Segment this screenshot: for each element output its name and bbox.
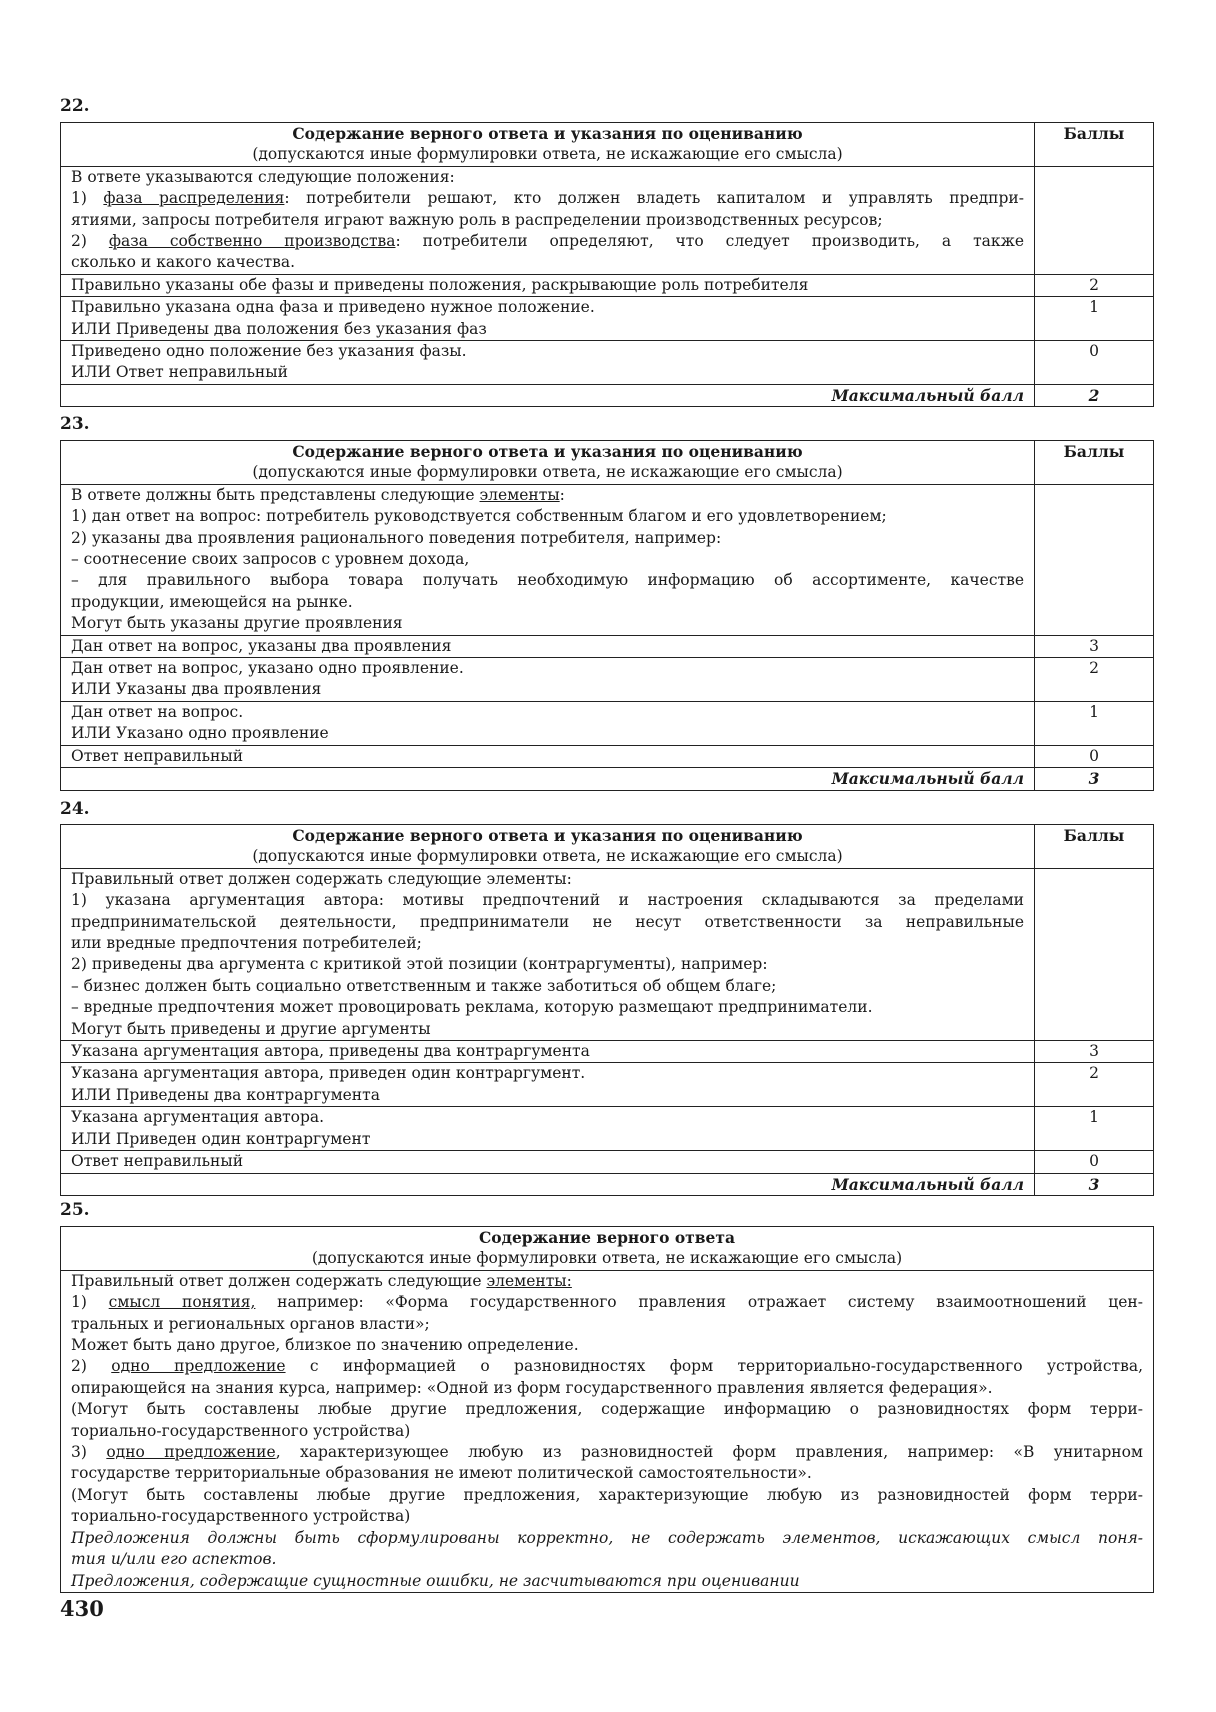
- header-subtitle: (допускаются иные формулировки ответа, не искажающие его смысла): [252, 847, 843, 866]
- score-cell: 0: [1035, 745, 1154, 767]
- text-line: [71, 1041, 1024, 1062]
- text-segment: ториально-государственного устройства): [71, 1507, 411, 1526]
- text-segment: Правильный ответ должен содержать следующие: [71, 1271, 487, 1290]
- content-header: [61, 825, 1035, 869]
- text-segment: ИЛИ Указаны два проявления: [71, 680, 322, 699]
- text-line: [71, 1399, 1143, 1420]
- text-line: [71, 679, 1024, 700]
- text-segment: ИЛИ Ответ неправильный: [71, 363, 288, 382]
- criterion-cell: [61, 658, 1035, 702]
- text-segment: Предложения, содержащие сущностные ошибки, не засчитываются при оценивании: [71, 1571, 800, 1590]
- text-segment: ториально-государственного устройства): [71, 1421, 411, 1440]
- score-cell: 2: [1035, 658, 1154, 702]
- text-segment: Ответ неправильный: [71, 746, 244, 765]
- header-subtitle: (допускаются иные формулировки ответа, не искажающие его смысла): [252, 145, 843, 164]
- table-header-row: [61, 441, 1154, 485]
- text-line: [71, 1129, 1024, 1150]
- text-segment: ятиями, запросы потребителя играют важную роль в распределении производственных ресурсов;: [71, 210, 883, 229]
- max-score-value: 3: [1035, 768, 1154, 790]
- score-header: Баллы: [1035, 123, 1154, 167]
- scoring-table-22: [60, 122, 1154, 407]
- text-segment: или вредные предпочтения потребителей;: [71, 934, 422, 953]
- max-score-label: Максимальный балл: [61, 768, 1035, 790]
- text-segment: Правильно указана одна фаза и приведено нужное положение.: [71, 298, 595, 317]
- header-title: Содержание верного ответа и указания по оцениванию: [292, 124, 803, 143]
- text-segment: опирающейся на знания курса, например: «Одной из форм государственного правления является федерация».: [71, 1378, 993, 1397]
- text-line: [71, 746, 1024, 767]
- text-line: [71, 1271, 1143, 1292]
- max-score-value: 2: [1035, 384, 1154, 406]
- text-line: [71, 1063, 1024, 1084]
- text-line: [71, 702, 1024, 723]
- text-segment: Дан ответ на вопрос, указаны два проявления: [71, 636, 452, 655]
- text-line: [71, 1019, 1024, 1040]
- content-header: [61, 123, 1035, 167]
- text-line: [71, 506, 1024, 527]
- text-segment: Правильно указаны обе фазы и приведены положения, раскрывающие роль потребителя: [71, 275, 809, 294]
- content-header: [61, 1227, 1154, 1271]
- score-cell: 2: [1035, 1063, 1154, 1107]
- text-line: [71, 167, 1024, 188]
- table-row: [61, 635, 1154, 657]
- criterion-cell: [61, 341, 1035, 385]
- score-cell: 0: [1035, 1151, 1154, 1173]
- text-segment: ИЛИ Приведены два положения без указания фаз: [71, 319, 487, 338]
- text-segment: ИЛИ Приведен один контраргумент: [71, 1129, 371, 1148]
- text-segment: В ответе указываются следующие положения:: [71, 167, 455, 186]
- table-row: [61, 658, 1154, 702]
- text-segment: предпринимательской деятельности, предприниматели не несут ответственности за неправильные: [71, 912, 1024, 931]
- criterion-cell: [61, 1041, 1035, 1063]
- max-score-label: Максимальный балл: [61, 384, 1035, 406]
- text-segment: :: [559, 485, 565, 504]
- max-score-row: [61, 768, 1154, 790]
- text-line: [71, 613, 1024, 634]
- underlined-term: одно предложение: [106, 1443, 276, 1462]
- text-line: [71, 1151, 1024, 1172]
- scoring-table-24: [60, 824, 1154, 1196]
- underlined-term: элементы:: [486, 1271, 572, 1290]
- text-segment: – вредные предпочтения может провоцировать реклама, которую размещают предприниматели.: [71, 998, 873, 1017]
- text-segment: ИЛИ Указано одно проявление: [71, 724, 329, 743]
- text-line: [71, 549, 1024, 570]
- table-row: [61, 341, 1154, 385]
- text-line: [71, 1463, 1143, 1484]
- text-line: [71, 976, 1024, 997]
- max-score-label: Максимальный балл: [61, 1173, 1035, 1195]
- text-line: [71, 997, 1024, 1018]
- criterion-cell: [61, 635, 1035, 657]
- header-title: Содержание верного ответа: [478, 1228, 736, 1247]
- text-segment: Правильный ответ должен содержать следующие элементы:: [71, 869, 572, 888]
- text-segment: сколько и какого качества.: [71, 253, 296, 272]
- text-line: [71, 528, 1024, 549]
- text-line: [71, 231, 1024, 252]
- criterion-cell: [61, 1107, 1035, 1151]
- text-line: [71, 570, 1024, 591]
- text-line: [71, 1485, 1143, 1506]
- text-line: [71, 297, 1024, 318]
- content-header: [61, 441, 1035, 485]
- text-line: [71, 1528, 1143, 1549]
- table-header-row: [61, 123, 1154, 167]
- text-line: [71, 1549, 1143, 1570]
- header-title: Содержание верного ответа и указания по оцениванию: [292, 826, 803, 845]
- text-line: [71, 275, 1024, 296]
- table-header-row: [61, 825, 1154, 869]
- text-segment: : потребители решают, кто должен владеть капиталом и управлять предпри-: [284, 189, 1024, 208]
- score-cell: 1: [1035, 701, 1154, 745]
- criterion-cell: [61, 701, 1035, 745]
- text-line: [71, 1335, 1143, 1356]
- text-segment: Указана аргументация автора, приведен один контраргумент.: [71, 1064, 586, 1083]
- underlined-term: одно предложение: [111, 1357, 286, 1376]
- text-segment: Ответ неправильный: [71, 1152, 244, 1171]
- text-segment: тия и/или его аспектов.: [71, 1550, 277, 1569]
- text-segment: 1) дан ответ на вопрос: потребитель руководствуется собственным благом и его удовлетворением;: [71, 507, 887, 526]
- text-line: [71, 1571, 1143, 1592]
- criterion-cell: [61, 1151, 1035, 1173]
- max-score-value: 3: [1035, 1173, 1154, 1195]
- text-line: [71, 188, 1024, 209]
- text-segment: , характеризующее любую из разновидностей форм правления, например: «В унитарном: [275, 1443, 1143, 1462]
- text-segment: 1): [71, 1293, 109, 1312]
- text-segment: (Могут быть составлены любые другие предложения, характеризующие любую из разновидностей форм терри-: [71, 1485, 1143, 1504]
- criterion-cell: [61, 1270, 1154, 1592]
- scoring-table-23: [60, 440, 1154, 791]
- text-segment: – для правильного выбора товара получать необходимую информацию об ассортименте, качестве: [71, 571, 1024, 590]
- text-line: [71, 869, 1024, 890]
- text-segment: Указана аргументация автора.: [71, 1108, 325, 1127]
- text-line: [71, 1356, 1143, 1377]
- text-segment: 1): [71, 189, 104, 208]
- text-segment: с информацией о разновидностях форм территориально-государственного устройства,: [285, 1357, 1143, 1376]
- text-segment: 2) приведены два аргумента с критикой этой позиции (контраргументы), например:: [71, 955, 768, 974]
- text-segment: Предложения должны быть сформулированы корректно, не содержать элементов, искажающих смысл поня-: [71, 1528, 1143, 1547]
- table-row: [61, 484, 1154, 635]
- score-cell: 1: [1035, 1107, 1154, 1151]
- score-header: Баллы: [1035, 825, 1154, 869]
- text-segment: например: «Форма государственного правления отражает систему взаимоотношений цен-: [255, 1293, 1143, 1312]
- score-cell: [1035, 868, 1154, 1040]
- table-row: [61, 1063, 1154, 1107]
- text-line: [71, 1506, 1143, 1527]
- table-row: [61, 274, 1154, 296]
- score-cell: 1: [1035, 297, 1154, 341]
- header-subtitle: (допускаются иные формулировки ответа, не искажающие его смысла): [311, 1249, 903, 1268]
- text-line: [71, 658, 1024, 679]
- table-row: [61, 745, 1154, 767]
- text-segment: В ответе должны быть представлены следующие: [71, 485, 480, 504]
- score-cell: [1035, 484, 1154, 635]
- header-title: Содержание верного ответа и указания по оцениванию: [292, 442, 803, 461]
- task-number-25: 25.: [60, 1200, 90, 1220]
- text-segment: – бизнес должен быть социально ответственным и также заботиться об общем благе;: [71, 976, 777, 995]
- table-row: [61, 1041, 1154, 1063]
- text-segment: государстве территориальные образования не имеют политической самостоятельности».: [71, 1464, 812, 1483]
- text-line: [71, 636, 1024, 657]
- text-line: [71, 723, 1024, 744]
- text-line: [71, 1292, 1143, 1313]
- task-number-24: 24.: [60, 799, 90, 819]
- text-line: [71, 890, 1024, 911]
- underlined-term: фаза собственно производства: [108, 232, 396, 251]
- text-segment: 2) указаны два проявления рационального поведения потребителя, например:: [71, 528, 722, 547]
- underlined-term: элементы: [479, 485, 560, 504]
- text-segment: (Могут быть составлены любые другие предложения, содержащие информацию о разновидностях форм терри-: [71, 1400, 1143, 1419]
- text-line: [71, 912, 1024, 933]
- text-segment: – соотнесение своих запросов с уровнем дохода,: [71, 550, 470, 569]
- text-segment: продукции, имеющейся на рынке.: [71, 592, 353, 611]
- table-row: [61, 701, 1154, 745]
- text-line: [71, 954, 1024, 975]
- criterion-cell: [61, 274, 1035, 296]
- underlined-term: фаза распределения: [103, 189, 285, 208]
- table-row: [61, 1107, 1154, 1151]
- text-line: [71, 1085, 1024, 1106]
- text-line: [71, 485, 1024, 506]
- max-score-row: [61, 1173, 1154, 1195]
- criterion-cell: [61, 868, 1035, 1040]
- table-row: [61, 166, 1154, 274]
- text-segment: Приведено одно положение без указания фазы.: [71, 342, 467, 361]
- text-segment: 2): [71, 1357, 112, 1376]
- text-line: [71, 1314, 1143, 1335]
- score-cell: [1035, 166, 1154, 274]
- criterion-cell: [61, 484, 1035, 635]
- text-line: [71, 1421, 1143, 1442]
- text-line: [71, 319, 1024, 340]
- text-segment: 1) указана аргументация автора: мотивы предпочтений и настроения складываются за пределами: [71, 891, 1024, 910]
- text-segment: тральных и региональных органов власти»;: [71, 1314, 430, 1333]
- text-segment: : потребители определяют, что следует производить, а также: [395, 232, 1024, 251]
- text-segment: 3): [71, 1443, 107, 1462]
- table-row: [61, 1151, 1154, 1173]
- task-number-23: 23.: [60, 414, 90, 434]
- text-line: [71, 933, 1024, 954]
- text-segment: Дан ответ на вопрос.: [71, 702, 244, 721]
- score-cell: 3: [1035, 635, 1154, 657]
- criterion-cell: [61, 745, 1035, 767]
- text-segment: Могут быть указаны другие проявления: [71, 614, 403, 633]
- table-header-row: [61, 1227, 1154, 1271]
- score-cell: 0: [1035, 341, 1154, 385]
- criterion-cell: [61, 297, 1035, 341]
- text-line: [71, 252, 1024, 273]
- text-segment: Указана аргументация автора, приведены два контраргумента: [71, 1042, 590, 1061]
- text-line: [71, 210, 1024, 231]
- header-subtitle: (допускаются иные формулировки ответа, не искажающие его смысла): [252, 463, 843, 482]
- table-row: [61, 297, 1154, 341]
- table-row: [61, 1270, 1154, 1592]
- task-number-22: 22.: [60, 96, 90, 116]
- text-segment: Могут быть приведены и другие аргументы: [71, 1019, 431, 1038]
- score-header: Баллы: [1035, 441, 1154, 485]
- answer-table-25: [60, 1226, 1154, 1593]
- text-line: [71, 1442, 1143, 1463]
- underlined-term: смысл понятия,: [108, 1293, 256, 1312]
- max-score-row: [61, 384, 1154, 406]
- text-segment: 2): [71, 232, 109, 251]
- criterion-cell: [61, 166, 1035, 274]
- text-line: [71, 362, 1024, 383]
- text-segment: Может быть дано другое, близкое по значению определение.: [71, 1336, 579, 1355]
- score-cell: 3: [1035, 1041, 1154, 1063]
- criterion-cell: [61, 1063, 1035, 1107]
- text-line: [71, 1378, 1143, 1399]
- text-segment: Дан ответ на вопрос, указано одно проявление.: [71, 659, 464, 678]
- text-segment: ИЛИ Приведены два контраргумента: [71, 1085, 380, 1104]
- table-row: [61, 868, 1154, 1040]
- score-cell: 2: [1035, 274, 1154, 296]
- page-number: 430: [60, 1596, 104, 1621]
- text-line: [71, 1107, 1024, 1128]
- text-line: [71, 341, 1024, 362]
- text-line: [71, 592, 1024, 613]
